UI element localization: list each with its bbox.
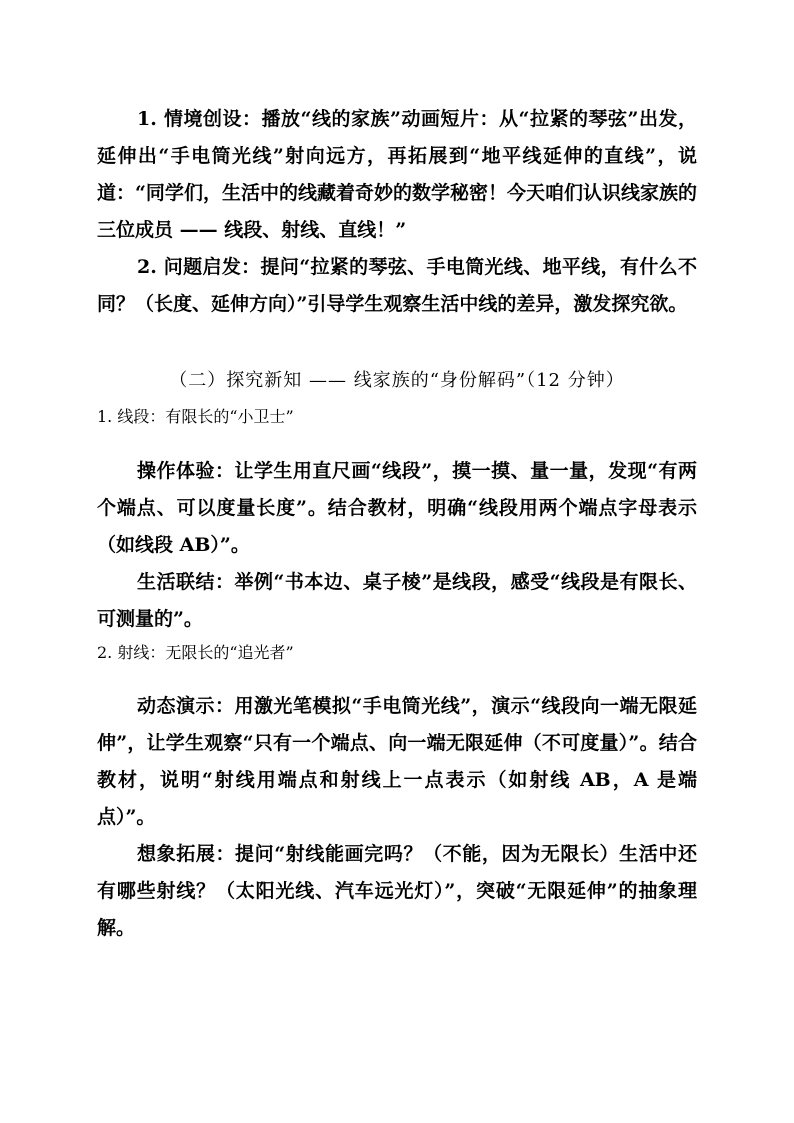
subheading-line-segment: 1. 线段：有限长的“小卫士” bbox=[97, 407, 294, 426]
paragraph-hands-on: 操作体验：让学生用直尺画“线段”，摸一摸、量一量，发现“有两个端点、可以度量长度”。结合教材，明确“线段用两个端点字母表示（如线段 AB）”。 bbox=[97, 460, 697, 556]
section-heading-explore: （二）探究新知 —— 线家族的“身份解码”（12 分钟） bbox=[169, 370, 625, 391]
paragraph-dynamic-demo: 动态演示：用激光笔模拟“手电筒光线”，演示“线段向一端无限延伸”，让学生观察“只有一个端点、向一端无限延伸（不可度量）”。结合教材，说明“射线用端点和射线上一点表示（如射线 AB，A 是端点）”。 bbox=[97, 695, 697, 828]
paragraph-question-prompt: 2. 问题启发：提问“拉紧的琴弦、手电筒光线、地平线，有什么不同？（长度、延伸方向）”引导学生观察生活中线的差异，激发探究欲。 bbox=[97, 256, 697, 315]
subheading-ray: 2. 射线：无限长的“追光者” bbox=[97, 643, 294, 662]
paragraph-situation-setup: 1. 情境创设：播放“线的家族”动画短片：从“拉紧的琴弦”出发，延伸出“手电筒光线”射向远方，再拓展到“地平线延伸的直线”，说道：“同学们，生活中的线藏着奇妙的数学秘密！今天咱们认识线家族的三位成员 —— 线段、射线、直线！” bbox=[97, 108, 697, 241]
paragraph-imagination: 想象拓展：提问“射线能画完吗？（不能，因为无限长）生活中还有哪些射线？（太阳光线、汽车远光灯）”，突破“无限延伸”的抽象理解。 bbox=[97, 843, 697, 939]
paragraph-life-link: 生活联结：举例“书本边、桌子棱”是线段，感受“线段是有限长、可测量的”。 bbox=[97, 571, 697, 630]
